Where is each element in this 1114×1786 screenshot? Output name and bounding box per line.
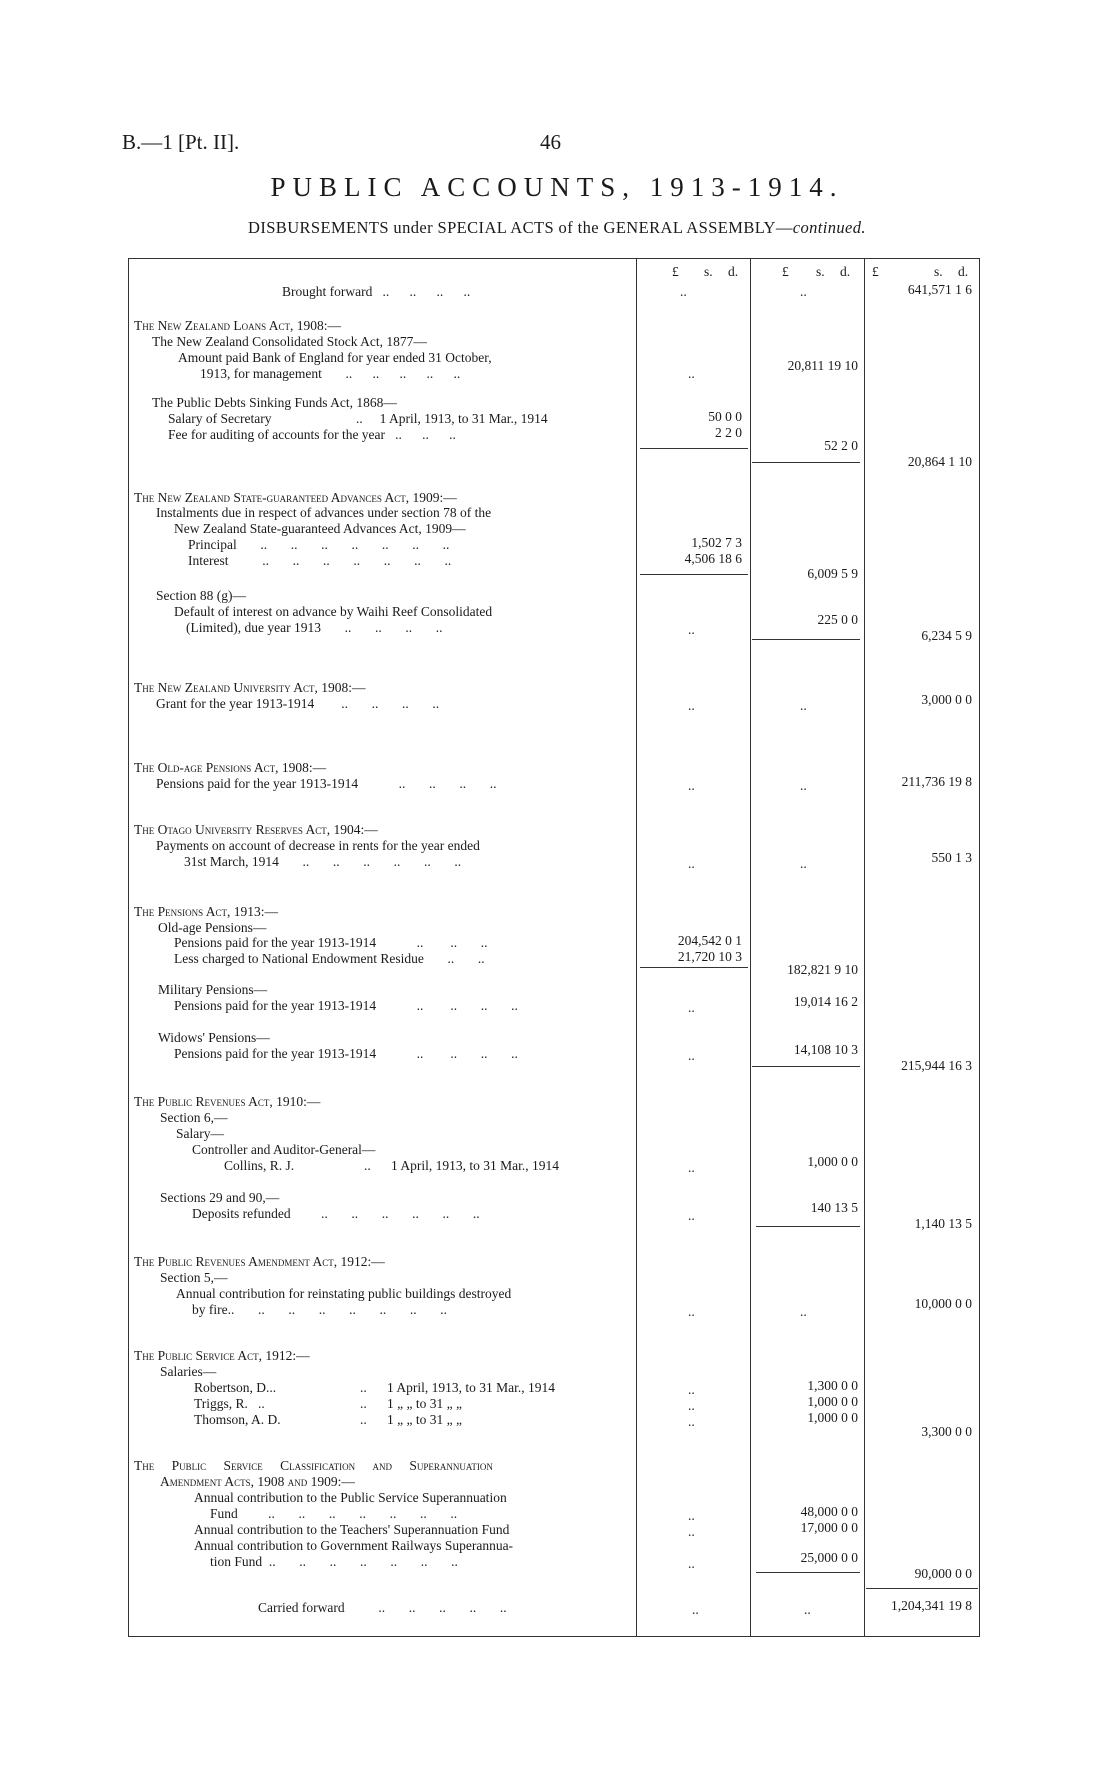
guaranteed-act-heading: The New Zealand State-guaranteed Advances Act, 1909:— [134,490,457,505]
carried-forward-col2: .. [804,1602,811,1617]
revenues-amend-total: 10,000 0 0 [914,1296,972,1311]
carried-forward-top-rule [866,1588,978,1589]
table-right-rule [979,258,980,1636]
brought-forward-col1: .. [680,284,687,299]
default-line1: Default of interest on advance by Waihi Reef Consolidated [174,604,493,619]
robertson-col1: .. [688,1382,695,1397]
classification-total: 90,000 0 0 [914,1566,972,1581]
loans-total-rule [752,462,860,463]
deposits-refunded-label: Deposits refunded .. .. .. .. .. .. [192,1206,480,1221]
revenues-amend-line2: by fire.. .. .. .. .. .. .. .. [192,1302,447,1317]
brought-forward-col2: .. [800,284,807,299]
thomson-col1: .. [688,1414,695,1429]
loans-act-col1: .. [688,366,695,381]
thomson-period: .. 1 „ „ to 31 „ „ [360,1412,462,1427]
triggs-period: .. 1 „ „ to 31 „ „ [360,1396,462,1411]
page-title: PUBLIC ACCOUNTS, 1913-1914. [270,172,844,202]
audit-fee-amount: 2 2 0 [715,425,742,440]
triggs-col1: .. [688,1398,695,1413]
collins-name: Collins, R. J. [224,1158,295,1173]
revenues-act-total: 1,140 13 5 [914,1216,972,1231]
sinking-fund-heading: The Public Debts Sinking Funds Act, 1868— [152,395,397,410]
revenues-amend-section: Section 5,— [160,1270,228,1285]
loans-act-col2: 20,811 19 10 [787,358,858,373]
loans-act-sub: The New Zealand Consolidated Stock Act, 1877— [152,334,427,349]
robertson-amount: 1,300 0 0 [807,1378,858,1393]
default-col1: .. [688,622,695,637]
pensions-act-total: 215,944 16 3 [901,1058,972,1073]
teachers-super-line: Annual contribution to the Teachers' Superannuation Fund [194,1522,510,1537]
railways-super-line1: Annual contribution to Government Railways Superannua- [194,1538,514,1553]
column-divider-1 [636,258,637,1636]
guaranteed-act-line1: Instalments due in respect of advances under section 78 of the [156,505,492,520]
revenues-act-heading: The Public Revenues Act, 1910:— [134,1094,321,1109]
oldage-pensions-total: 182,821 9 10 [787,962,858,977]
col1-pounds-header: £ [672,264,679,279]
widows-col1: .. [688,1048,695,1063]
interest-label: Interest .. .. .. .. .. .. .. [188,553,452,568]
railways-super-col1: .. [688,1556,695,1571]
robertson-period: .. 1 April, 1913, to 31 Mar., 1914 [360,1380,555,1395]
university-act-heading: The New Zealand University Act, 1908:— [134,680,366,695]
teachers-super-col1: .. [688,1524,695,1539]
section-88-label: Section 88 (g)— [156,588,246,603]
document-reference: B.—1 [Pt. II]. [122,130,240,154]
ps-super-line1: Annual contribution to the Public Service Superannuation [194,1490,507,1505]
service-salaries: Salaries— [160,1364,217,1379]
triggs-name: Triggs, R. .. [194,1396,265,1411]
guaranteed-act-line2: New Zealand State-guaranteed Advances Act, 1909— [174,521,466,536]
classification-rule [756,1572,860,1573]
col1-pence-header: d. [728,264,739,279]
revenues-salary: Salary— [176,1126,224,1141]
secretary-salary-label: Salary of Secretary [168,411,272,426]
military-col1: .. [688,1000,695,1015]
oldage-col2: .. [800,778,807,793]
widows-pensions-label: Pensions paid for the year 1913-1914 .. .. .. .. [174,1046,518,1061]
classification-heading-1: The Public Service Classification and Superannuation [134,1458,493,1473]
guaranteed-total-rule [752,639,860,640]
otago-line1: Payments on account of decrease in rents for the year ended [156,838,480,853]
less-charged-amount: 21,720 10 3 [677,949,742,964]
loans-act-total: 20,864 1 10 [907,454,972,469]
oldage-act-total: 211,736 19 8 [901,774,972,789]
otago-act-total: 550 1 3 [931,850,972,865]
instalments-subtotal: 6,009 5 9 [807,566,858,581]
sinking-subtotal-rule [640,448,748,449]
railways-super-line2: tion Fund .. .. .. .. .. .. .. [210,1554,458,1569]
interest-amount: 4,506 18 6 [684,551,742,566]
widows-pensions-subheading: Widows' Pensions— [158,1030,270,1045]
carried-forward-col1: .. [692,1602,699,1617]
otago-col2: .. [800,856,807,871]
oldage-col1: .. [688,778,695,793]
pensions-paid-amount: 204,542 0 1 [677,933,742,948]
col2-pence-header: d. [840,264,851,279]
university-act-total: 3,000 0 0 [921,692,972,707]
pensions-total-rule [752,1066,860,1067]
carried-forward-label: Carried forward .. .. .. .. .. [258,1600,507,1615]
column-divider-2 [750,258,751,1636]
deposits-rule [756,1226,860,1227]
default-amount: 225 0 0 [817,612,858,627]
audit-fee-label: Fee for auditing of accounts for the year .. .. .. [168,427,456,442]
thomson-name: Thomson, A. D. [194,1412,281,1427]
principal-label: Principal .. .. .. .. .. .. .. [188,537,450,552]
collins-period: .. 1 April, 1913, to 31 Mar., 1914 [364,1158,559,1173]
page-number: 46 [540,130,561,154]
widows-pensions-amount: 14,108 10 3 [793,1042,858,1057]
oldage-pensions-rule [640,967,748,968]
loans-act-line1: Amount paid Bank of England for year ended 31 October, [178,350,492,365]
column-divider-3 [864,258,865,1636]
brought-forward-label: Brought forward .. .. .. .. [282,284,471,299]
classification-heading-2: Amendment Acts, 1908 and 1909:— [160,1474,355,1489]
table-top-rule [128,258,980,259]
col2-pounds-header: £ [782,264,789,279]
pensions-paid-label: Pensions paid for the year 1913-1914 .. .. .. [174,935,488,950]
subtitle-continued: continued. [792,218,866,237]
ps-super-line2: Fund .. .. .. .. .. .. .. [210,1506,458,1521]
col3-shillings-header: s. [934,264,943,279]
less-charged-label: Less charged to National Endowment Residue .. .. [174,951,485,966]
col1-shillings-header: s. [704,264,713,279]
revenues-amend-col1: .. [688,1304,695,1319]
ps-super-amount: 48,000 0 0 [800,1504,858,1519]
col2-shillings-header: s. [816,264,825,279]
service-act-heading: The Public Service Act, 1912:— [134,1348,310,1363]
secretary-salary-amount: 50 0 0 [708,409,742,424]
university-col2: .. [800,698,807,713]
carried-forward-total: 1,204,341 19 8 [891,1598,972,1613]
oldage-pensions-subheading: Old-age Pensions— [158,920,267,935]
revenues-amend-heading: The Public Revenues Amendment Act, 1912:— [134,1254,385,1269]
oldage-act-heading: The Old-age Pensions Act, 1908:— [134,760,327,775]
col3-pounds-header: £ [872,264,879,279]
triggs-amount: 1,000 0 0 [807,1394,858,1409]
table-bottom-rule [128,1636,980,1637]
university-grant-label: Grant for the year 1913-1914 .. .. .. .. [156,696,440,711]
otago-line2: 31st March, 1914 .. .. .. .. .. .. [184,854,462,869]
revenues-amend-line1: Annual contribution for reinstating public buildings destroyed [176,1286,512,1301]
controller-label: Controller and Auditor-General— [192,1142,376,1157]
table-left-rule [128,258,129,1636]
teachers-super-amount: 17,000 0 0 [800,1520,858,1535]
revenues-amend-col2: .. [800,1304,807,1319]
sinking-subtotal: 52 2 0 [824,438,858,453]
subtitle-main: DISBURSEMENTS under SPECIAL ACTS of the GENERAL ASSEMBLY— [248,218,793,237]
military-pensions-subheading: Military Pensions— [158,982,268,997]
deposits-col1: .. [688,1208,695,1223]
page-subtitle [0,218,1114,238]
secretary-salary-period: .. 1 April, 1913, to 31 Mar., 1914 [356,411,548,426]
otago-col1: .. [688,856,695,871]
col3-pence-header: d. [958,264,969,279]
loans-act-line2: 1913, for management .. .. .. .. .. [200,366,461,381]
collins-col1: .. [688,1160,695,1175]
oldage-pensions-label: Pensions paid for the year 1913-1914 .. .. .. .. [156,776,497,791]
revenues-section-6: Section 6,— [160,1110,228,1125]
military-pensions-amount: 19,014 16 2 [793,994,858,1009]
deposits-amount: 140 13 5 [810,1200,858,1215]
instalments-subtotal-rule [640,574,748,575]
brought-forward-col3: 641,571 1 6 [907,282,972,297]
ps-super-col1: .. [688,1508,695,1523]
thomson-amount: 1,000 0 0 [807,1410,858,1425]
loans-act-heading: The New Zealand Loans Act, 1908:— [134,318,341,333]
guaranteed-act-total: 6,234 5 9 [921,628,972,643]
railways-super-amount: 25,000 0 0 [800,1550,858,1565]
principal-amount: 1,502 7 3 [691,535,742,550]
service-act-total: 3,300 0 0 [921,1424,972,1439]
pensions-act-heading: The Pensions Act, 1913:— [134,904,279,919]
university-col1: .. [688,698,695,713]
default-line2: (Limited), due year 1913 .. .. .. .. [186,620,443,635]
otago-act-heading: The Otago University Reserves Act, 1904:— [134,822,378,837]
collins-amount: 1,000 0 0 [807,1154,858,1169]
military-pensions-label: Pensions paid for the year 1913-1914 .. .. .. .. [174,998,518,1013]
sections-29-90: Sections 29 and 90,— [160,1190,280,1205]
robertson-name: Robertson, D... [194,1380,277,1395]
